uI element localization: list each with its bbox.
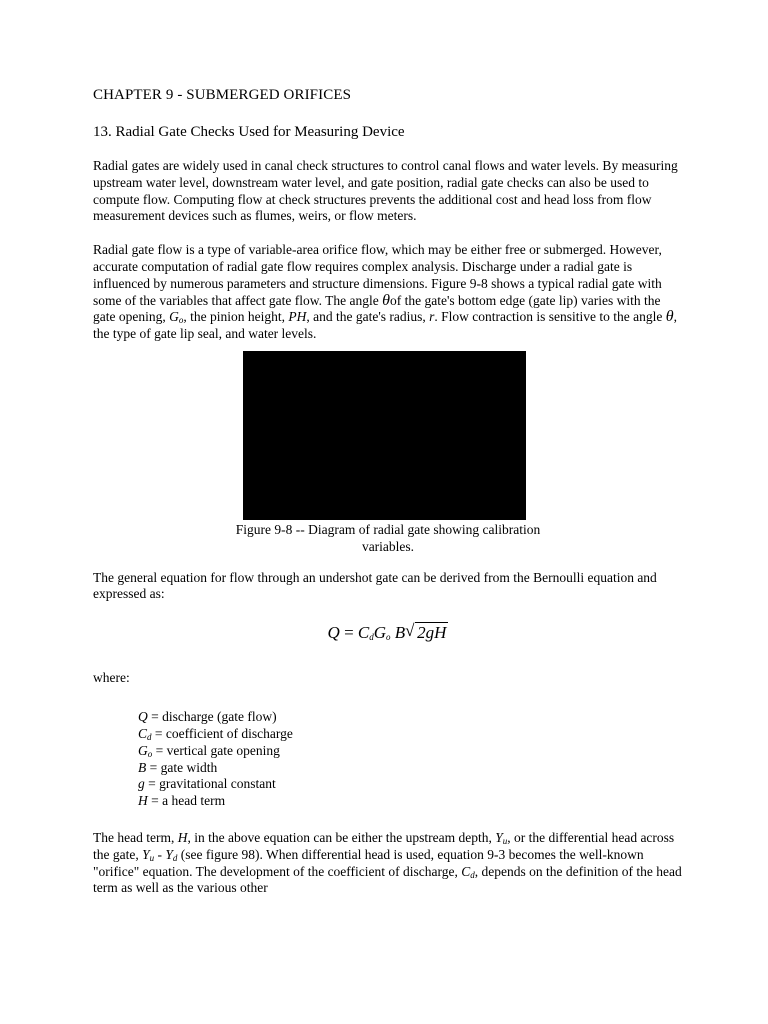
- discharge-equation: [93, 623, 683, 643]
- paragraph-equation-intro: The general equation for flow through an undershot gate can be derived from the Bernoulli equation and expressed as:: [93, 569, 657, 602]
- text-run: , the pinion height,: [183, 309, 289, 325]
- caption-line: variables.: [361, 538, 415, 554]
- radicand: 2gH: [417, 623, 447, 643]
- equation-b: B: [390, 623, 406, 643]
- definition-item: $G_o$ = vertical gate opening: [138, 742, 280, 759]
- definition-item: H = a head term: [138, 793, 226, 809]
- r-symbol: r: [429, 309, 435, 325]
- where-label: where:: [93, 670, 130, 686]
- equation-cd: $C_d$: [357, 623, 374, 643]
- section-title: 13. Radial Gate Checks Used for Measuring Device: [93, 124, 405, 140]
- text-run: , and the gate's radius,: [306, 309, 430, 325]
- paragraph-head-term: The head term, H, in the above equation can be either the upstream depth, $Y_u$, or the differential head across the gate, $Y_u - Y_d$ (see figure 98). When differential head is used, equation 9-3 becomes the well-known "orifice" equation. The development of the coefficient of discharge, $C_d$, depends on the definition of the head term as well as the various other: [93, 829, 682, 896]
- theta-symbol: θ: [382, 291, 390, 309]
- equation-equals: =: [339, 623, 358, 643]
- equation-q: Q: [327, 623, 340, 643]
- definition-item: Q = discharge (gate flow): [138, 709, 277, 725]
- definition-item: B = gate width: [138, 759, 218, 775]
- text-run: , the type of gate lip seal, and water levels.: [93, 309, 677, 342]
- equation-sqrt: [405, 623, 448, 643]
- text-run: of the gate's bottom edge (gate lip) varies with the gate opening,: [93, 292, 661, 325]
- equation-go: $G_o$: [373, 623, 391, 643]
- radial-gate-figure-image: [243, 351, 526, 520]
- figure-caption: [93, 522, 683, 556]
- theta-symbol: θ: [665, 308, 674, 326]
- ph-symbol: PH: [288, 309, 307, 325]
- text-run: . Flow contraction is sensitive to the angle: [434, 309, 666, 325]
- paragraph-flow-type: [93, 242, 683, 343]
- definition-item: $C_d$ = coefficient of discharge: [138, 725, 293, 742]
- text-run: Radial gate flow is a type of variable-area orifice flow, which may be either free or submerged. However, accurate computation of radial gate flow requires complex analysis. Discharge under a radial gate is influenced by numerous parameters and structure dimensions. Figure 9-8 shows a typical radial gate with some of the variables that affect gate flow. The angle: [93, 242, 662, 308]
- chapter-title: CHAPTER 9 - SUBMERGED ORIFICES: [93, 87, 352, 103]
- variable-definitions: [138, 709, 683, 810]
- go-symbol: $G_o$: [169, 309, 184, 326]
- caption-line: Figure 9-8 -- Diagram of radial gate showing calibration: [235, 521, 541, 537]
- document-page: [93, 87, 683, 897]
- definition-item: g = gravitational constant: [138, 776, 276, 792]
- radical-sign: √: [405, 621, 415, 641]
- paragraph-intro: Radial gates are widely used in canal check structures to control canal flows and water levels. By measuring upstream water level, downstream water level, and gate position, radial gate checks can also be used to compute flow. Computing flow at check structures prevents the additional cost and head loss from flow measurement devices such as flumes, weirs, or flow meters.: [93, 158, 678, 224]
